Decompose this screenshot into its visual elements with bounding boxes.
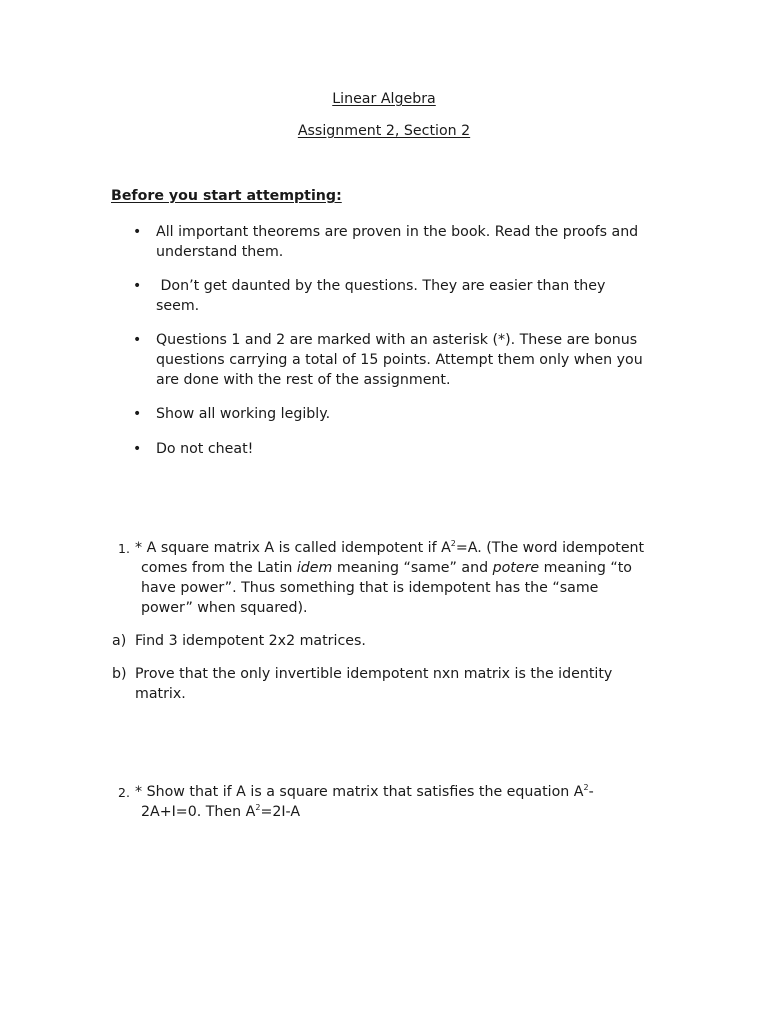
bullet-icon: •	[133, 278, 142, 294]
instruction-line: questions carrying a total of 15 points. Attempt them only when you	[156, 352, 643, 368]
part-label: a)	[112, 633, 127, 649]
text-run: * Show that if A is a square matrix that satisfies the equation A	[135, 784, 584, 800]
question-line	[135, 802, 680, 822]
text-run: meaning “to	[539, 560, 632, 576]
bullet-icon: •	[133, 441, 142, 457]
question-line	[135, 538, 680, 558]
part-line: Find 3 idempotent 2x2 matrices.	[135, 633, 366, 649]
part-label: b)	[112, 666, 127, 682]
latin-word: idem	[296, 560, 333, 576]
text-run: * A square matrix A is called idempotent if A	[135, 540, 451, 556]
text-run: 2A+I=0. Then A	[141, 804, 256, 820]
instruction-line: Do not cheat!	[156, 441, 254, 457]
text-run: meaning “same” and	[332, 560, 493, 576]
question-line	[135, 782, 680, 802]
instruction-text	[156, 276, 676, 316]
bullet-icon: •	[133, 224, 142, 240]
question-line: power” when squared).	[141, 600, 308, 616]
superscript: 2	[450, 539, 456, 548]
instruction-line: seem.	[156, 298, 200, 314]
question-number: 1.	[118, 541, 130, 556]
text-run: -	[588, 784, 594, 800]
instruction-text	[156, 439, 676, 459]
instruction-text	[156, 330, 676, 390]
instruction-text	[156, 404, 676, 424]
instruction-line: are done with the rest of the assignment.	[156, 372, 451, 388]
question-line: have power”. Thus something that is idempotent has the “same	[141, 580, 599, 596]
instruction-line: All important theorems are proven in the book. Read the proofs and	[156, 224, 639, 240]
text-run: =A. (The word idempotent	[455, 540, 645, 556]
document-subtitle: Assignment 2, Section 2	[297, 123, 471, 139]
instruction-text	[156, 222, 676, 262]
text-run: =2I-A	[260, 804, 301, 820]
part-line: matrix.	[135, 686, 186, 702]
bullet-icon: •	[133, 406, 142, 422]
part-text	[135, 664, 675, 704]
part-line: Prove that the only invertible idempotent nxn matrix is the identity	[135, 666, 613, 682]
instruction-line: Show all working legibly.	[156, 406, 331, 422]
text-run: comes from the Latin	[141, 560, 297, 576]
instructions-heading: Before you start attempting:	[111, 188, 342, 204]
superscript: 2	[255, 803, 261, 812]
part-text	[135, 631, 675, 651]
superscript: 2	[583, 783, 589, 792]
bullet-icon: •	[133, 332, 142, 348]
document-title: Linear Algebra	[332, 91, 436, 107]
instruction-line: Questions 1 and 2 are marked with an asterisk (*). These are bonus	[156, 332, 638, 348]
question-text	[135, 782, 680, 822]
instruction-line: Don’t get daunted by the questions. They are easier than they	[156, 278, 606, 294]
latin-word: potere	[492, 560, 540, 576]
question-number: 2.	[118, 785, 130, 800]
question-line	[135, 558, 680, 578]
instruction-line: understand them.	[156, 244, 284, 260]
question-text	[135, 538, 680, 618]
